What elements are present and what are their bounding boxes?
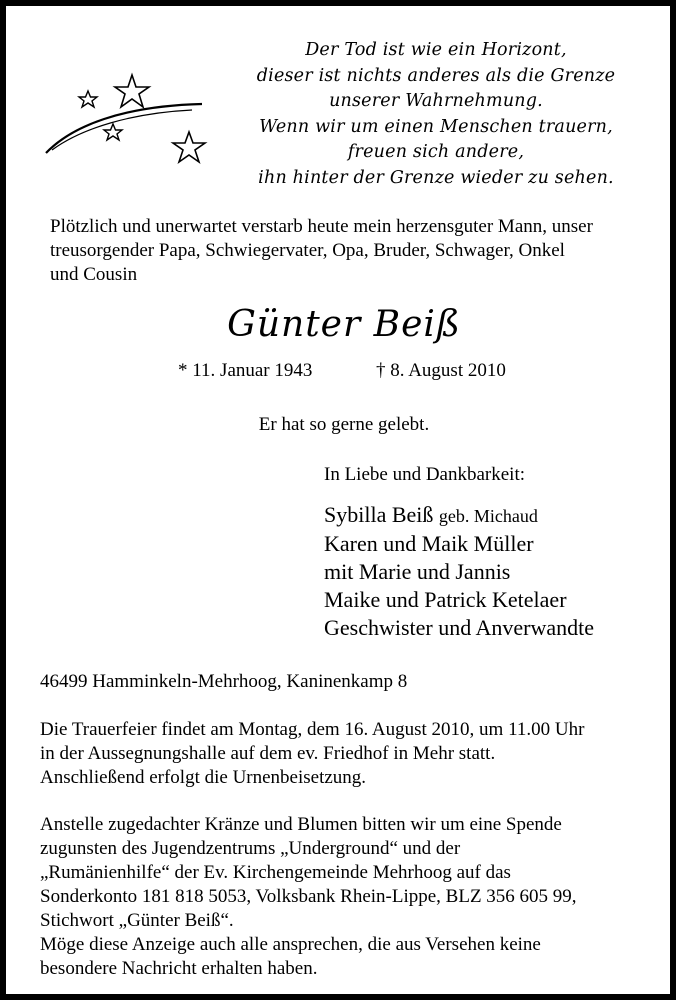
family-address: 46499 Hamminkeln-Mehrhoog, Kaninenkamp 8 xyxy=(40,671,408,692)
maiden-name-note: geb. Michaud xyxy=(438,506,538,526)
poem-line: unserer Wahrnehmung. xyxy=(329,91,543,112)
service-line: Anschließend erfolgt die Urnenbeisetzung. xyxy=(40,767,367,788)
mourner-line: Karen und Maik Müller xyxy=(324,531,534,556)
mourners-heading: In Liebe und Dankbarkeit: xyxy=(324,464,526,485)
shooting-stars-illustration xyxy=(42,66,222,176)
mourner-line: mit Marie und Jannis xyxy=(324,559,511,584)
star-icon xyxy=(115,75,149,107)
mourners-list xyxy=(324,501,594,642)
service-line: in der Aussegnungshalle auf dem ev. Friedhof in Mehr statt. xyxy=(40,743,496,764)
donation-line: Möge diese Anzeige auch alle ansprechen, die aus Versehen keine xyxy=(40,934,541,955)
mourner-line: Geschwister und Anverwandte xyxy=(324,615,595,640)
donation-request xyxy=(40,813,660,981)
donation-line: Sonderkonto 181 818 5053, Volksbank Rhein-Lippe, BLZ 356 605 99, xyxy=(40,886,577,907)
poem-line: Der Tod ist wie ein Horizont, xyxy=(305,40,567,60)
star-icon xyxy=(173,132,205,162)
star-icon xyxy=(104,124,122,140)
announcement-line: und Cousin xyxy=(50,264,138,285)
donation-line: Anstelle zugedachter Kränze und Blumen bitten wir um eine Spende xyxy=(40,814,562,835)
poem xyxy=(251,38,621,192)
star-icon xyxy=(79,91,97,107)
announcement-line: treusorgender Papa, Schwiegervater, Opa, Bruder, Schwager, Onkel xyxy=(50,240,565,261)
death-date: † 8. August 2010 xyxy=(376,360,506,381)
poem-line: dieser ist nichts anderes als die Grenze xyxy=(256,65,616,86)
mourner-name: Sybilla Beiß xyxy=(324,502,434,527)
donation-line: besondere Nachricht erhalten haben. xyxy=(40,958,318,979)
donation-line: zugunsten des Jugendzentrums „Underground“ und der xyxy=(40,838,461,859)
mourner-line xyxy=(324,501,594,530)
poem-line: ihn hinter der Grenze wieder zu sehen. xyxy=(258,167,614,188)
mourner-line: Maike und Patrick Ketelaer xyxy=(324,587,567,612)
donation-line: „Rumänienhilfe“ der Ev. Kirchengemeinde Mehrhoog auf das xyxy=(40,862,511,883)
motto: Er hat so gerne gelebt. xyxy=(258,414,430,435)
poem-line: Wenn wir um einen Menschen trauern, xyxy=(259,116,613,137)
service-line: Die Trauerfeier findet am Montag, dem 16. August 2010, um 11.00 Uhr xyxy=(40,719,585,740)
death-announcement xyxy=(50,215,650,287)
birth-date: * 11. Januar 1943 xyxy=(178,360,313,381)
deceased-name: Günter Beiß xyxy=(227,304,461,345)
poem-line: freuen sich andere, xyxy=(347,142,525,163)
donation-line: Stichwort „Günter Beiß“. xyxy=(40,910,234,931)
funeral-service-info xyxy=(40,718,660,790)
announcement-line: Plötzlich und unerwartet verstarb heute mein herzensguter Mann, unser xyxy=(50,216,593,237)
